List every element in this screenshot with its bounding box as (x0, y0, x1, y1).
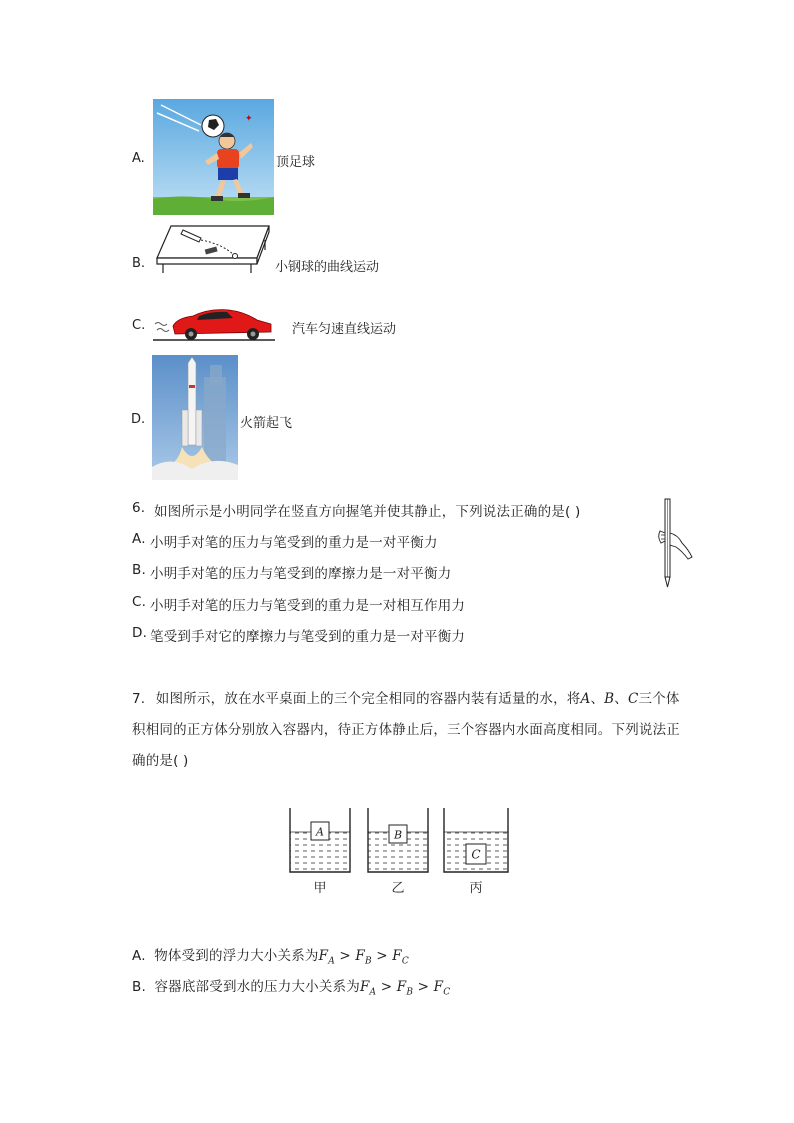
hand-holding-pen-figure (654, 497, 694, 589)
q7-sep-2: 、 (614, 691, 628, 707)
q5-option-c-text: 汽车匀速直线运动 (292, 322, 397, 337)
block-c-label: C (471, 847, 481, 862)
red-car-image (153, 304, 275, 342)
svg-text:✦: ✦ (245, 114, 253, 124)
q7-stem-line-1 (132, 687, 680, 707)
q5-option-a-text: 顶足球 (276, 155, 316, 170)
q6-option-d-text: 笔受到手对它的摩擦力与笔受到的重力是一对平衡力 (150, 629, 466, 645)
q7-stem-text-1b: 三个体 (638, 691, 680, 707)
steel-ball-table-image (153, 222, 273, 274)
q6-option-a-letter: A. (132, 531, 146, 547)
container-yi (368, 808, 428, 896)
container-bing (444, 808, 508, 896)
q6-option-b-letter: B. (132, 562, 146, 578)
q7-sep-1: 、 (590, 691, 605, 707)
q7-var-a: A (580, 691, 591, 707)
q7-stem-line-2: 积相同的正方体分别放入容器内，待正方体静止后，三个容器内水面高度相同。下列说法正 (132, 722, 680, 738)
q7-option-a-letter: A. (132, 948, 146, 964)
block-b-label: B (393, 828, 403, 842)
q7-var-c: C (627, 691, 639, 707)
three-containers-figure (286, 806, 512, 900)
q5-option-d-letter: D. (131, 412, 146, 427)
q5-option-b-text: 小钢球的曲线运动 (275, 260, 380, 275)
block-a-label: A (316, 825, 324, 839)
q7-var-b: B (604, 691, 615, 707)
q6-option-c-text: 小明手对笔的压力与笔受到的重力是一对相互作用力 (150, 598, 466, 614)
rocket-launch-image (152, 355, 238, 480)
q7-number: 7. (132, 691, 146, 707)
q6-option-b-text: 小明手对笔的压力与笔受到的摩擦力是一对平衡力 (150, 566, 452, 582)
q6-option-d-letter: D. (132, 625, 148, 641)
q7-option-b-letter: B. (132, 979, 146, 995)
container-jia (290, 808, 350, 896)
q7-stem-line-3: 确的是( ) (132, 753, 189, 769)
q7-option-a-text: 物体受到的浮力大小关系为 (154, 948, 319, 964)
q5-option-c-letter: C. (132, 318, 146, 333)
container-label-yi: 乙 (391, 881, 405, 896)
q7-option-b-text: 容器底部受到水的压力大小关系为 (154, 979, 360, 995)
q6-number: 6. (132, 500, 146, 516)
q5-option-b-letter: B. (132, 256, 146, 271)
q7-option-b-formula: $F_A > F_B > F_C$ (359, 979, 451, 998)
q6-option-a-text: 小明手对笔的压力与笔受到的重力是一对平衡力 (150, 535, 438, 551)
q7-option-a (132, 944, 409, 967)
q6-option-c-letter: C. (132, 594, 147, 610)
q7-option-a-formula: $F_A > F_B > F_C$ (318, 948, 409, 967)
q5-option-d-text: 火箭起飞 (240, 416, 293, 431)
soccer-header-image (153, 99, 274, 215)
q5-option-a-letter: A. (132, 151, 145, 166)
q7-stem-text-1a: 如图所示，放在水平桌面上的三个完全相同的容器内装有适量的水，将 (155, 691, 581, 707)
q6-stem: 如图所示是小明同学在竖直方向握笔并使其静止，下列说法正确的是( ) (154, 504, 581, 520)
q7-option-b (132, 975, 450, 998)
container-label-jia: 甲 (313, 881, 327, 896)
container-label-bing: 丙 (469, 881, 483, 896)
